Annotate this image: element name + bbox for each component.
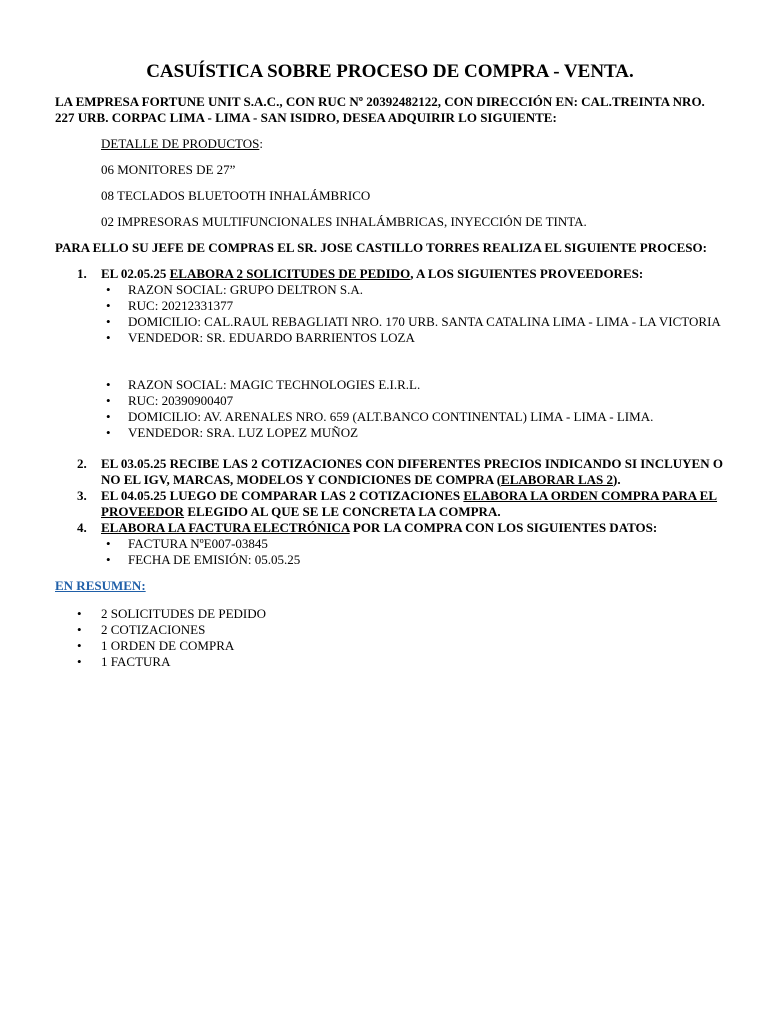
invoice-item: • FECHA DE EMISIÓN: 05.05.25 xyxy=(101,552,725,568)
summary-item: • 1 ORDEN DE COMPRA xyxy=(55,638,725,654)
step-2-pre: EL 03.05.25 RECIBE LAS 2 COTIZACIONES CON DIFERENTES PRECIOS INDICANDO SI INCLUYEN O NO EL IGV, MARCAS, MODELOS Y CONDICIONES DE COMPRA ( xyxy=(101,456,723,487)
document-title: CASUÍSTICA SOBRE PROCESO DE COMPRA - VENTA. xyxy=(146,61,634,82)
supplier-1-item: • DOMICILIO: CAL.RAUL REBAGLIATI NRO. 170 URB. SANTA CATALINA LIMA - LIMA - LA VICTORIA xyxy=(101,314,725,330)
step-number: 3. xyxy=(77,488,87,503)
step-1-underlined: ELABORA 2 SOLICITUDES DE PEDIDO xyxy=(169,266,411,281)
step-4 xyxy=(55,520,725,568)
summary-list xyxy=(55,606,725,670)
summary-heading: EN RESUMEN: xyxy=(55,578,146,593)
invoice-list xyxy=(101,536,725,568)
supplier-2-item: • RUC: 20390900407 xyxy=(101,393,725,409)
step-3-text xyxy=(101,488,717,519)
summary-item: • 2 COTIZACIONES xyxy=(55,622,725,638)
step-1 xyxy=(55,266,725,456)
supplier-1-item: • RAZON SOCIAL: GRUPO DELTRON S.A. xyxy=(101,282,725,298)
supplier-1-item: • RUC: 20212331377 xyxy=(101,298,725,314)
products-heading-text: DETALLE DE PRODUCTOS xyxy=(101,136,260,151)
step-1-post: , A LOS SIGUIENTES PROVEEDORES: xyxy=(410,266,644,281)
step-4-underlined: ELABORA LA FACTURA ELECTRÓNICA xyxy=(101,520,350,535)
invoice-item: • FACTURA NºE007-03845 xyxy=(101,536,725,552)
supplier-2-item: • VENDEDOR: SRA. LUZ LOPEZ MUÑOZ xyxy=(101,425,725,441)
step-3-pre: EL 04.05.25 LUEGO DE COMPARAR LAS 2 COTIZACIONES xyxy=(101,488,464,503)
product-item: 06 MONITORES DE 27” xyxy=(101,162,236,177)
step-number: 1. xyxy=(77,266,87,281)
spacer xyxy=(101,441,725,456)
product-item: 02 IMPRESORAS MULTIFUNCIONALES INHALÁMBRICAS, INYECCIÓN DE TINTA. xyxy=(101,214,587,229)
step-number: 2. xyxy=(77,456,87,471)
document-page xyxy=(55,60,725,670)
products-heading xyxy=(101,136,725,152)
step-2-post: ). xyxy=(613,472,621,487)
step-2 xyxy=(55,456,725,488)
step-number: 4. xyxy=(77,520,87,535)
spacer xyxy=(101,346,725,377)
step-4-text xyxy=(101,520,657,535)
step-1-pre: EL 02.05.25 xyxy=(101,266,170,281)
process-intro: PARA ELLO SU JEFE DE COMPRAS EL SR. JOSE CASTILLO TORRES REALIZA EL SIGUIENTE PROCESO: xyxy=(55,240,707,255)
product-item: 08 TECLADOS BLUETOOTH INHALÁMBRICO xyxy=(101,188,371,203)
supplier-2-item: • RAZON SOCIAL: MAGIC TECHNOLOGIES E.I.R.L. xyxy=(101,377,725,393)
intro-paragraph: LA EMPRESA FORTUNE UNIT S.A.C., CON RUC Nº 20392482122, CON DIRECCIÓN EN: CAL.TREINTA NRO. 227 URB. CORPAC LIMA - LIMA - SAN ISIDRO, DESEA ADQUIRIR LO SIGUIENTE: xyxy=(55,94,705,125)
step-4-post: POR LA COMPRA CON LOS SIGUIENTES DATOS: xyxy=(349,520,658,535)
step-3-underlined: ELABORA LA ORDEN COMPRA PARA EL PROVEEDOR xyxy=(101,488,718,519)
summary-item: • 2 SOLICITUDES DE PEDIDO xyxy=(55,606,725,622)
products-heading-colon: : xyxy=(259,136,263,151)
step-1-text xyxy=(101,266,643,281)
step-3-post: ELEGIDO AL QUE SE LE CONCRETA LA COMPRA. xyxy=(184,504,501,519)
summary-item: • 1 FACTURA xyxy=(55,654,725,670)
supplier-2-item: • DOMICILIO: AV. ARENALES NRO. 659 (ALT.BANCO CONTINENTAL) LIMA - LIMA - LIMA. xyxy=(101,409,725,425)
supplier-1-item: • VENDEDOR: SR. EDUARDO BARRIENTOS LOZA xyxy=(101,330,725,346)
supplier-1-list xyxy=(101,282,725,346)
step-3 xyxy=(55,488,725,520)
step-2-underlined: ELABORAR LAS 2 xyxy=(501,472,613,487)
supplier-2-list xyxy=(101,377,725,441)
step-2-text xyxy=(101,456,723,487)
process-steps xyxy=(55,266,725,568)
